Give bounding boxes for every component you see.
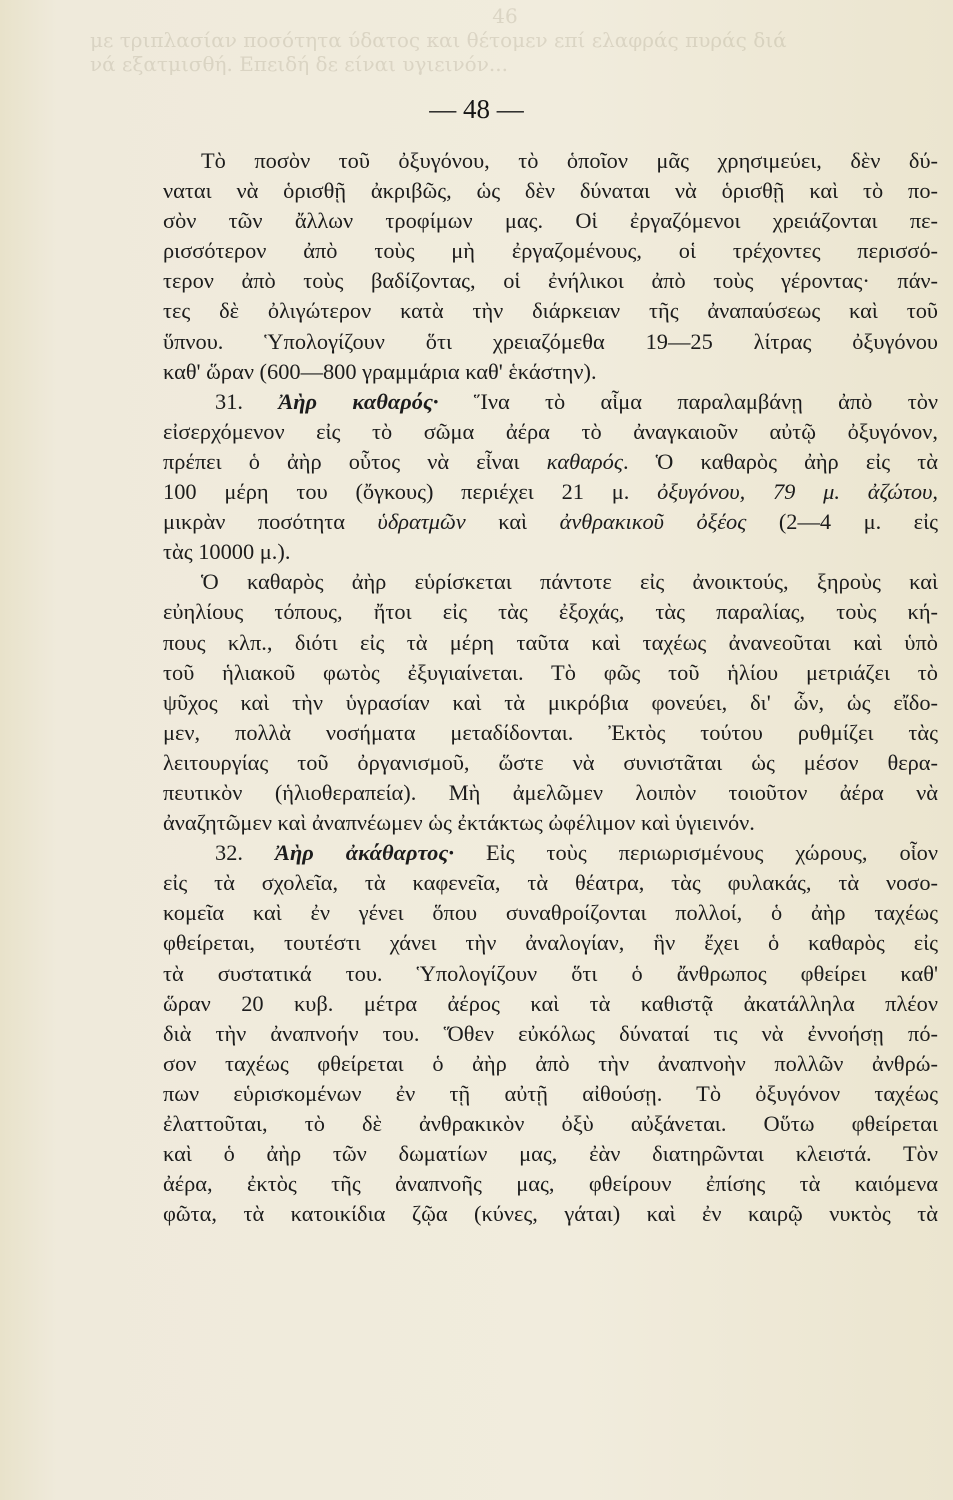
text-line: πρέπει ὁ ἀὴρ οὗτος νὰ εἶναι καθαρός. Ὁ καθαρὸς ἀὴρ εἰς τὰ (163, 448, 938, 474)
text-line: καθ' ὥραν (600—800 γραμμάρια καθ' ἑκάστην). (163, 358, 597, 384)
text-line: μικρὰν ποσότητα ὑδρατμῶν καὶ ἀνθρακικοῦ ὀξέος (2—4 μ. εἰς (163, 509, 938, 535)
text-line: ἀέρα, ἐκτὸς τῆς ἀναπνοῆς μας, φθείρουν ἐπίσης τὰ καιόμενα (163, 1171, 938, 1197)
page-number: — 48 — (429, 94, 524, 124)
text-line: τοῦ ἡλιακοῦ φωτὸς ἐξυγιαίνεται. Τὸ φῶς τοῦ ἡλίου μετριάζει τὸ (163, 659, 938, 685)
text-line: τὰς 10000 μ.). (163, 539, 291, 565)
text-line: διὰ τὴν ἀναπνοήν του. Ὅθεν εὐκόλως δύναταί τις νὰ ἐννοήσῃ πό- (163, 1020, 938, 1046)
text-line: πους κλπ., διότι εἰς τὰ μέρη ταῦτα καὶ ταχέως ἀνανεοῦται καὶ ὑπὸ (163, 629, 938, 655)
text-line: ἐλαττοῦται, τὸ δὲ ἀνθρακικὸν ὀξὺ αὐξάνεται. Οὕτω φθείρεται (163, 1111, 938, 1136)
text-line: Ὁ καθαρὸς ἀὴρ εὑρίσκεται πάντοτε εἰς ἀνοικτούς, ξηροὺς καὶ (201, 569, 938, 595)
body-text (163, 146, 938, 1229)
text-line: πων εὑρισκομένων ἐν τῇ αὐτῇ αἰθούσῃ. Τὸ ὀξυγόνον ταχέως (163, 1080, 938, 1106)
section-31-title: Ἀὴρ καθαρός· (278, 388, 439, 414)
text-line: σον ταχέως φθείρεται ὁ ἀὴρ ἀπὸ τὴν ἀναπνοὴν πολλῶν ἀνθρώ- (163, 1050, 938, 1076)
section-32-title: Ἀὴρ ἀκάθαρτος· (275, 840, 454, 866)
section-32-heading-line: 32. Ἀὴρ ἀκάθαρτος· Εἰς τοὺς περιωρισμένους χώρους, οἷον (215, 840, 938, 866)
section-31-heading-line: 31. Ἀὴρ καθαρός· Ἵνα τὸ αἷμα παραλαμβάνῃ ἀπὸ τὸν (215, 388, 938, 414)
text-line: τερον ἀπὸ τοὺς βαδίζοντας, οἱ ἐνήλικοι ἀπὸ τοὺς γέροντας· πάν- (163, 268, 938, 294)
bleed-line: με τριπλασίαν ποσότητα ύδατος και θέτομεν επί ελαφράς πυράς διά (90, 28, 787, 52)
text-line: καὶ ὁ ἀὴρ τῶν δωματίων μας, ἐὰν διατηρῶνται κλειστά. Τὸν (163, 1141, 938, 1167)
text-line: ὥραν 20 κυβ. μέτρα ἀέρος καὶ τὰ καθιστᾷ ἀκατάλληλα πλέον (163, 990, 938, 1016)
text-line: φθείρεται, τουτέστι χάνει τὴν ἀναλογίαν, ἣν ἔχει ὁ καθαρὸς εἰς (163, 930, 938, 956)
text-line: ὕπνου. Ὑπολογίζουν ὅτι χρειαζόμεθα 19—25 λίτρας ὀξυγόνου (163, 328, 938, 354)
text-line: τες δὲ ὀλιγώτερον κατὰ τὴν διάρκειαν τῆς ἀναπαύσεως καὶ τοῦ (163, 298, 938, 324)
text-line: Τὸ ποσὸν τοῦ ὀξυγόνου, τὸ ὁποῖον μᾶς χρησιμεύει, δὲν δύ- (201, 148, 938, 173)
text-line: φῶτα, τὰ κατοικίδια ζῷα (κύνες, γάται) καὶ ἐν καιρῷ νυκτὸς τὰ (163, 1201, 938, 1227)
bleed-line: νά εξατμισθή. Επειδή δε είναι υγιεινόν... (90, 52, 508, 76)
text-line: ναται νὰ ὁρισθῇ ἀκριβῶς, ὡς δὲν δύναται νὰ ὁρισθῇ καὶ τὸ πο- (163, 178, 938, 204)
text-line: εὐηλίους τόπους, ἤτοι εἰς τὰς ἐξοχάς, τὰς παραλίας, τοὺς κή- (163, 599, 938, 625)
text-line: πευτικὸν (ἡλιοθεραπεία). Μὴ ἀμελῶμεν λοιπὸν τοιοῦτον ἀέρα νὰ (163, 779, 938, 805)
text-line: ψῦχος καὶ τὴν ὑγρασίαν καὶ τὰ μικρόβια φονεύει, δι' ὧν, ὡς εἴδο- (163, 689, 938, 715)
text-line: εἰσερχόμενον εἰς τὸ σῶμα ἀέρα τὸ ἀναγκαιοῦν αὐτῷ ὀξυγόνον, (163, 418, 938, 444)
text-line: εἰς τὰ σχολεῖα, τὰ καφενεῖα, τὰ θέατρα, τὰς φυλακάς, τὰ νοσο- (163, 870, 938, 896)
text-line: μεν, πολλὰ νοσήματα μεταδίδονται. Ἐκτὸς τούτου ρυθμίζει τὰς (163, 719, 938, 745)
text-line: 100 μέρη του (ὄγκους) περιέχει 21 μ. ὀξυγόνου, 79 μ. ἀζώτου, (163, 479, 938, 505)
text-line: κομεῖα καὶ ἐν γένει ὅπου συναθροίζονται πολλοί, ὁ ἀὴρ ταχέως (163, 900, 938, 926)
text-line: σὸν τῶν ἄλλων τροφίμων μας. Οἱ ἐργαζόμενοι χρειάζονται πε- (163, 208, 938, 234)
bleed-through-text (90, 4, 920, 76)
bleed-line: 46 (492, 4, 518, 28)
text-line: ἀναζητῶμεν καὶ ἀναπνέωμεν ὡς ἐκτάκτως ὠφέλιμον καὶ ὑγιεινόν. (163, 810, 755, 836)
text-line: τὰ συστατικά του. Ὑπολογίζουν ὅτι ὁ ἄνθρωπος φθείρει καθ' (163, 960, 938, 986)
text-line: ρισσότερον ἀπὸ τοὺς μὴ ἐργαζομένους, οἱ τρέχοντες περισσό- (163, 238, 938, 264)
text-line: λειτουργίας τοῦ ὀργανισμοῦ, ὥστε νὰ συνιστᾶται ὡς μέσον θερα- (163, 749, 938, 775)
